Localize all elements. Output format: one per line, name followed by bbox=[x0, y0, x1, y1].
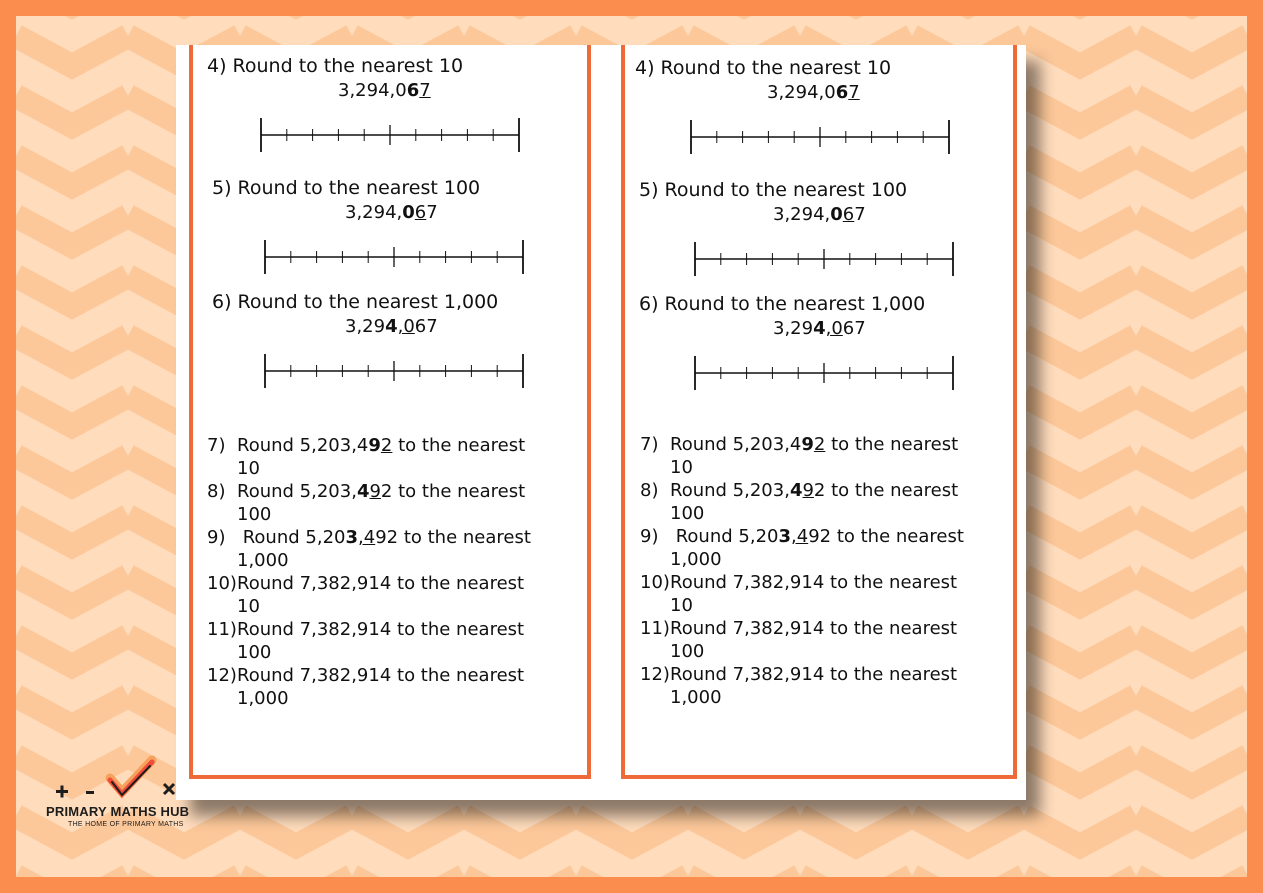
worksheet-card-right bbox=[621, 45, 1017, 779]
worksheet bbox=[176, 45, 1026, 800]
plus-symbol bbox=[56, 786, 68, 798]
underlined-digit: 2 bbox=[813, 434, 826, 455]
question-text-continued: 100 bbox=[670, 641, 705, 662]
question-text-part: Round 7,382,914 to the nearest bbox=[237, 619, 525, 640]
question-list bbox=[640, 433, 1010, 709]
question-text bbox=[237, 664, 587, 687]
question-text bbox=[670, 433, 1010, 456]
underlined-digit: 9 bbox=[802, 480, 814, 501]
question-number: 7) bbox=[640, 434, 659, 455]
list-item bbox=[640, 571, 1010, 617]
question-text-part: 92 to the nearest bbox=[808, 526, 964, 547]
question-4-number: 3,294,067 bbox=[338, 80, 431, 101]
question-text bbox=[237, 480, 587, 503]
question-6-number: 3,294,067 bbox=[773, 318, 866, 339]
list-item bbox=[207, 618, 587, 664]
question-text-part: Round 5,203, bbox=[237, 481, 357, 502]
question-number: 10) bbox=[207, 573, 237, 594]
question-5-number: 3,294,067 bbox=[773, 204, 866, 225]
question-number: 11) bbox=[207, 619, 237, 640]
underlined-digit: 9 bbox=[369, 481, 381, 502]
number-line-q4 bbox=[259, 115, 523, 155]
question-text-continued: 100 bbox=[237, 504, 272, 525]
question-text-part: Round 7,382,914 to the nearest bbox=[237, 665, 525, 686]
question-text-continued: 1,000 bbox=[237, 688, 289, 709]
question-text-continued: 10 bbox=[237, 458, 260, 479]
check-mark-icon bbox=[110, 760, 152, 795]
question-text-continued: 10 bbox=[670, 457, 693, 478]
question-text-continued: 100 bbox=[237, 642, 272, 663]
question-5-number: 3,294,067 bbox=[345, 202, 438, 223]
underlined-digit: ,4 bbox=[358, 527, 376, 548]
highlight-digit: 4 bbox=[356, 481, 370, 502]
question-text-part: Round 5,20 bbox=[670, 526, 779, 547]
question-text bbox=[237, 434, 587, 457]
question-text-part: 2 to the nearest bbox=[380, 481, 526, 502]
list-item bbox=[207, 434, 587, 480]
question-4-label: 4) Round to the nearest 10 bbox=[635, 57, 892, 79]
highlight-digit: 3 bbox=[778, 526, 792, 547]
question-text bbox=[237, 618, 587, 641]
question-text-continued: 1,000 bbox=[670, 549, 722, 570]
number-line-q6 bbox=[263, 351, 527, 391]
question-text bbox=[670, 525, 1010, 548]
question-text bbox=[670, 617, 1010, 640]
question-text-part: to the nearest bbox=[825, 434, 959, 455]
question-text-continued: 1,000 bbox=[237, 550, 289, 571]
underlined-digit: ,4 bbox=[791, 526, 809, 547]
logo-title: PRIMARY MATHS HUB bbox=[46, 804, 190, 819]
list-item bbox=[640, 617, 1010, 663]
list-item bbox=[207, 664, 587, 710]
question-text-part: 2 to the nearest bbox=[813, 480, 959, 501]
question-text bbox=[670, 663, 1010, 686]
question-5-label: 5) Round to the nearest 100 bbox=[212, 177, 481, 199]
question-number: 9) bbox=[640, 526, 659, 547]
highlight-digit: 4 bbox=[789, 480, 803, 501]
question-text-part: to the nearest bbox=[392, 435, 526, 456]
logo-subtitle: THE HOME OF PRIMARY MATHS bbox=[68, 821, 184, 828]
question-number: 8) bbox=[640, 480, 659, 501]
number-line-q5 bbox=[263, 237, 527, 277]
question-text-part: Round 5,20 bbox=[237, 527, 346, 548]
question-4-label: 4) Round to the nearest 10 bbox=[207, 55, 464, 77]
question-number: 12) bbox=[640, 664, 670, 685]
list-item bbox=[640, 525, 1010, 571]
question-text-continued: 1,000 bbox=[670, 687, 722, 708]
question-5-label: 5) Round to the nearest 100 bbox=[639, 179, 908, 201]
worksheet-card-left bbox=[189, 45, 591, 779]
number-line-q6 bbox=[693, 353, 957, 393]
multiply-symbol bbox=[164, 784, 174, 794]
list-item bbox=[640, 479, 1010, 525]
number-line-q4 bbox=[689, 117, 953, 157]
question-text-continued: 10 bbox=[670, 595, 693, 616]
list-item bbox=[640, 433, 1010, 479]
highlight-digit: 3 bbox=[345, 527, 359, 548]
number-line-q5 bbox=[693, 239, 957, 279]
question-text-part: Round 5,203,4 bbox=[237, 435, 369, 456]
question-text bbox=[670, 479, 1010, 502]
question-number: 7) bbox=[207, 435, 226, 456]
question-6-label: 6) Round to the nearest 1,000 bbox=[639, 293, 926, 315]
question-4-number: 3,294,067 bbox=[767, 82, 860, 103]
question-number: 8) bbox=[207, 481, 226, 502]
list-item bbox=[640, 663, 1010, 709]
question-text bbox=[670, 571, 1010, 594]
question-text-part: Round 7,382,914 to the nearest bbox=[670, 618, 958, 639]
question-number: 10) bbox=[640, 572, 670, 593]
question-text-part: Round 7,382,914 to the nearest bbox=[670, 572, 958, 593]
question-text-part: Round 5,203,4 bbox=[670, 434, 802, 455]
question-text-continued: 10 bbox=[237, 596, 260, 617]
list-item bbox=[207, 572, 587, 618]
question-number: 11) bbox=[640, 618, 670, 639]
question-number: 9) bbox=[207, 527, 226, 548]
underlined-digit: 2 bbox=[380, 435, 393, 456]
question-text-part: Round 7,382,914 to the nearest bbox=[670, 664, 958, 685]
question-6-number: 3,294,067 bbox=[345, 316, 438, 337]
list-item bbox=[207, 480, 587, 526]
question-list bbox=[207, 434, 587, 710]
minus-symbol bbox=[86, 791, 94, 794]
highlight-digit: 9 bbox=[801, 434, 814, 455]
question-text bbox=[237, 572, 587, 595]
highlight-digit: 9 bbox=[368, 435, 381, 456]
question-number: 12) bbox=[207, 665, 237, 686]
question-6-label: 6) Round to the nearest 1,000 bbox=[212, 291, 499, 313]
question-text bbox=[237, 526, 587, 549]
question-text-part: Round 7,382,914 to the nearest bbox=[237, 573, 525, 594]
question-text-part: Round 5,203, bbox=[670, 480, 790, 501]
list-item bbox=[207, 526, 587, 572]
question-text-part: 92 to the nearest bbox=[375, 527, 531, 548]
question-text-continued: 100 bbox=[670, 503, 705, 524]
